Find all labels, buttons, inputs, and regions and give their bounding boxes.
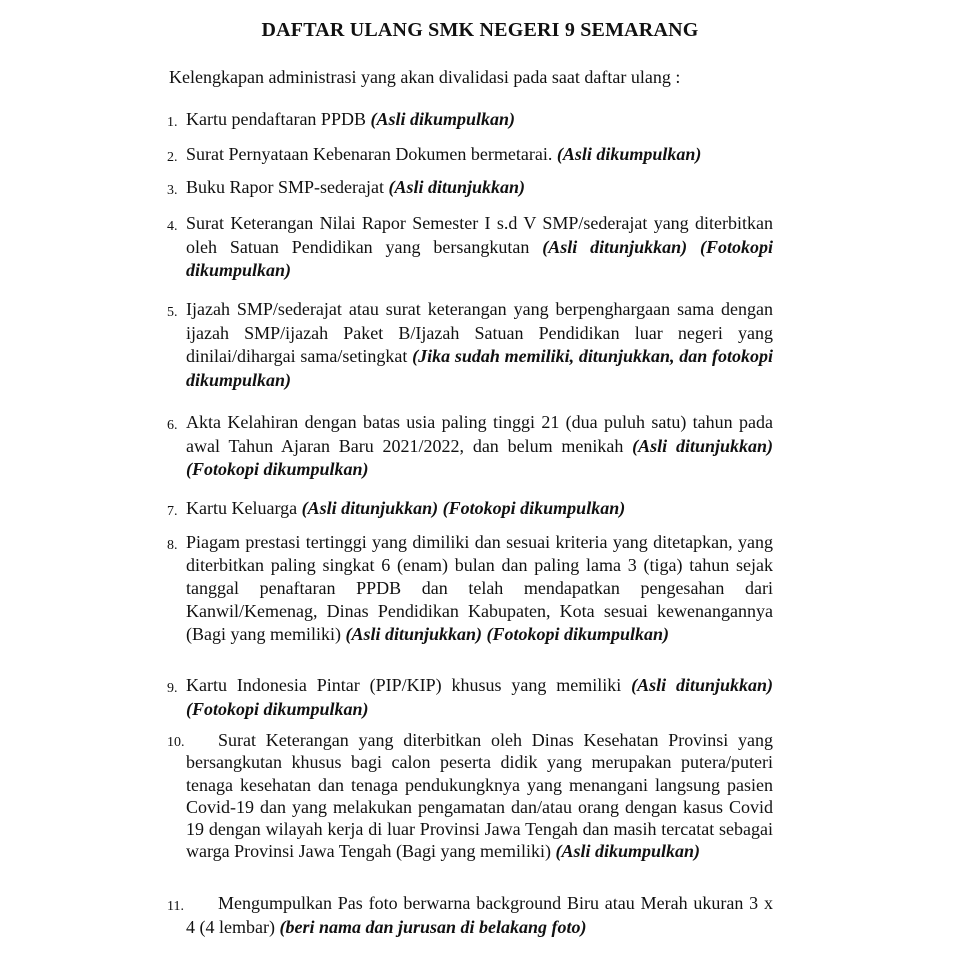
- item-description: Surat Pernyataan Kebenaran Dokumen bermetarai.: [186, 144, 553, 164]
- list-item-2: [167, 143, 773, 167]
- item-text: [186, 411, 773, 482]
- item-description: Kartu pendaftaran PPDB: [186, 109, 366, 129]
- item-note: (Asli dikumpulkan): [555, 841, 701, 862]
- item-description: Buku Rapor SMP-sederajat: [186, 177, 384, 197]
- item-text: [186, 729, 773, 863]
- list-item-11: [167, 892, 773, 939]
- intro-text: Kelengkapan administrasi yang akan divalidasi pada saat daftar ulang :: [169, 67, 681, 87]
- item-description: Surat Keterangan yang diterbitkan oleh Dinas Kesehatan Provinsi yang bersangkutan khusus bagi calon peserta didik yang merupakan putera/puteri tenaga kesehatan dan tenaga pendukungknya yang menangani langsung pasien Covid-19 dan yang melakukan pengamatan dan/atau orang dengan kasus Covid 19 dengan wilayah kerja di luar Provinsi Jawa Tengah dan masih tercatat sebagai warga Provinsi Jawa Tengah (Bagi yang memiliki): [186, 730, 773, 862]
- item-number: 5.: [167, 305, 178, 320]
- list-item-10: [167, 729, 773, 863]
- list-item-6: [167, 411, 773, 482]
- item-number: 6.: [167, 418, 178, 433]
- item-note: (Asli ditunjukkan) (Fotokopi dikumpulkan): [301, 498, 626, 518]
- item-note: (Asli ditunjukkan) (Fotokopi dikumpulkan): [186, 435, 774, 479]
- list-item-1: [167, 108, 773, 132]
- item-note: (Jika sudah memiliki, ditunjukkan, dan fotokopi dikumpulkan): [186, 346, 773, 390]
- item-note: (Asli ditunjukkan) (Fotokopi dikumpulkan): [186, 675, 773, 719]
- item-number: 10.: [167, 735, 185, 750]
- item-description: Kartu Keluarga: [186, 498, 298, 518]
- list-item-9: [167, 674, 773, 721]
- item-note: (Asli ditunjukkan) (Fotokopi dikumpulkan): [345, 624, 670, 644]
- item-description: Akta Kelahiran dengan batas usia paling tinggi 21 (dua puluh satu) tahun pada awal Tahun Ajaran Baru 2021/2022, dan belum menikah: [186, 412, 773, 456]
- item-description: Mengumpulkan Pas foto berwarna background Biru atau Merah ukuran 3 x 4 (4 lembar): [186, 893, 773, 937]
- item-description: Ijazah SMP/sederajat atau surat keterangan yang berpenghargaan sama dengan ijazah SMP/ijazah Paket B/Ijazah Satuan Pendidikan luar negeri yang dinilai/dihargai sama/setingkat: [186, 299, 773, 366]
- document-title: DAFTAR ULANG SMK NEGERI 9 SEMARANG: [261, 19, 699, 41]
- item-note: (Asli dikumpulkan): [556, 144, 702, 164]
- item-number: 8.: [167, 538, 178, 553]
- item-number: 7.: [167, 504, 178, 519]
- item-number: 4.: [167, 219, 178, 234]
- item-text: [186, 674, 773, 721]
- list-item-3: [167, 176, 773, 200]
- item-text: [186, 176, 773, 200]
- item-note: (Asli dikumpulkan): [370, 109, 516, 129]
- item-description: Surat Keterangan Nilai Rapor Semester I s.d V SMP/sederajat yang diterbitkan oleh Satuan Pendidikan yang bersangkutan: [186, 213, 773, 257]
- item-number: 9.: [167, 681, 178, 696]
- item-text: [186, 531, 773, 646]
- item-text: [186, 108, 773, 132]
- list-item-8: [167, 531, 773, 646]
- item-description: Kartu Indonesia Pintar (PIP/KIP) khusus yang memiliki: [186, 675, 622, 695]
- item-note: (Asli ditunjukkan) (Fotokopi dikumpulkan): [186, 236, 773, 280]
- item-text: [186, 298, 773, 392]
- item-number: 1.: [167, 115, 178, 130]
- item-number: 3.: [167, 183, 178, 198]
- item-number: 11.: [167, 899, 184, 914]
- item-description: Piagam prestasi tertinggi yang dimiliki dan sesuai kriteria yang ditetapkan, yang diterbitkan paling singkat 6 (enam) bulan dan paling lama 3 (tiga) tahun sejak tanggal penaftaran PPDB dan telah mendapatkan pengesahan dari Kanwil/Kemenag, Dinas Pendidikan Kabupaten, Kota sesuai kewenangannya (Bagi yang memiliki): [186, 532, 773, 644]
- item-text: [186, 892, 773, 939]
- list-item-5: [167, 298, 773, 392]
- item-text: [186, 212, 773, 283]
- item-text: [186, 143, 773, 167]
- item-note: (beri nama dan jurusan di belakang foto): [279, 916, 587, 937]
- item-note: (Asli ditunjukkan): [388, 177, 526, 197]
- list-item-7: [167, 497, 773, 521]
- list-item-4: [167, 212, 773, 283]
- item-number: 2.: [167, 150, 178, 165]
- item-text: [186, 497, 773, 521]
